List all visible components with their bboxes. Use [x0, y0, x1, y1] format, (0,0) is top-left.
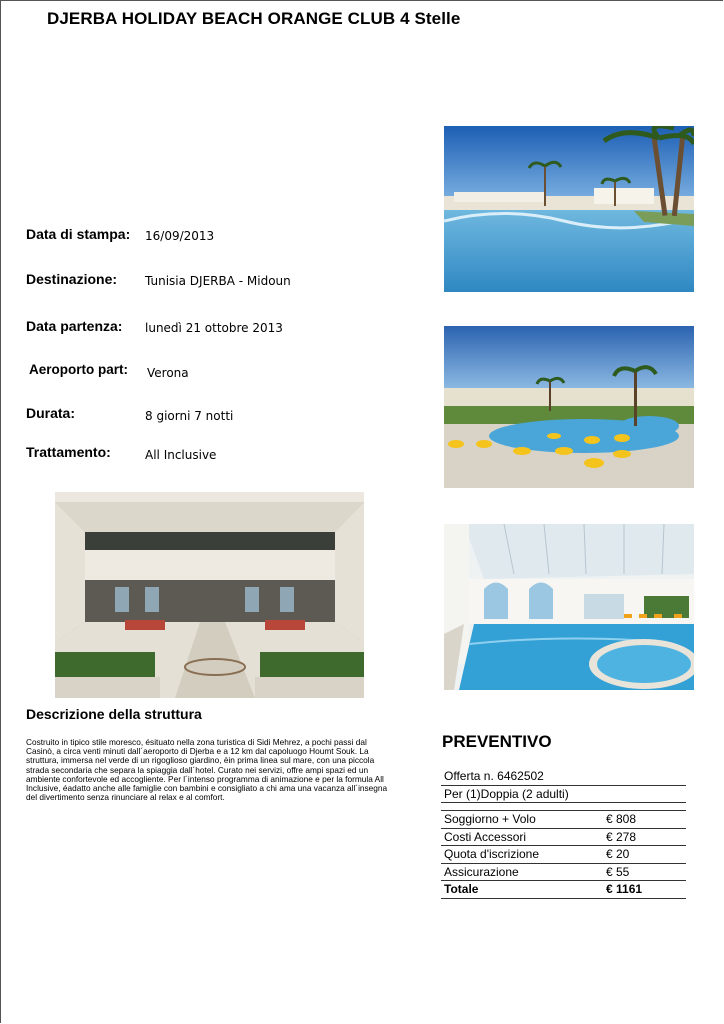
destination-value: Tunisia DJERBA - Midoun: [145, 274, 291, 288]
board-value: All Inclusive: [145, 448, 217, 462]
duration-value: 8 giorni 7 notti: [145, 409, 234, 423]
quote-row: [441, 864, 686, 882]
quote-total-label: Totale: [444, 882, 479, 896]
quote-row: [441, 846, 686, 864]
departure-airport-value: Verona: [147, 366, 189, 380]
quote-item-label: Assicurazione: [444, 864, 519, 879]
board-label: Trattamento:: [26, 444, 111, 460]
page-title: DJERBA HOLIDAY BEACH ORANGE CLUB 4 Stelle: [47, 9, 461, 28]
hotel-lobby-photo: [55, 492, 364, 698]
quote-item-amount: € 278: [606, 829, 637, 844]
quote-divider: [441, 803, 686, 811]
offer-number: Offerta n. 6462502: [441, 768, 686, 786]
quote-item-label: Costi Accessori: [444, 829, 527, 844]
description-text: Costruito in tipico stile moresco, ésituato nella zona turistica di Sidi Mehrez, a pochi passi dal Casinò, a circa venti minuti dall´aeroporto di Djerba e a 12 km dal capoluogo Houmt Souk. La struttura, immersa nel verde di un rigoglioso giardino, èin prima linea sul mare, con una piccola strada secondaria che separa la spiaggia dall´hotel. Curato nei servizi, offre ampi spazi ed un ambiente confortevole ed accogliente. Per l´intenso programma di animazione e per la formula All Inclusive, éadatto anche alle famiglie con bambini e consigliato a chi ama una vacanza all´insegna del divertimento senza rinunciare al relax e al comfort.: [26, 737, 388, 803]
quote-item-amount: € 808: [606, 812, 637, 826]
duration-label: Durata:: [26, 405, 76, 421]
pool-palms-photo: [444, 126, 694, 292]
departure-date-value: lunedì 21 ottobre 2013: [145, 321, 283, 335]
departure-airport-label: Aeroporto part:: [29, 362, 128, 377]
pool-umbrellas-photo: [444, 326, 694, 488]
departure-date-label: Data partenza:: [26, 318, 123, 334]
destination-label: Destinazione:: [26, 271, 118, 287]
quote-total-row: [441, 881, 686, 899]
indoor-pool-photo: [444, 524, 694, 690]
quote-row: [441, 829, 686, 847]
quote-total-amount: € 1161: [606, 882, 643, 896]
quote-item-label: Soggiorno + Volo: [444, 812, 536, 826]
quote-table: [441, 768, 686, 899]
quote-title: PREVENTIVO: [442, 732, 552, 751]
quote-row: [441, 811, 686, 829]
print-date-label: Data di stampa:: [26, 226, 131, 242]
quote-item-amount: € 20: [606, 847, 630, 861]
quote-item-amount: € 55: [606, 864, 630, 879]
description-title: Descrizione della struttura: [26, 706, 202, 722]
quote-item-label: Quota d'iscrizione: [444, 847, 540, 861]
print-date-value: 16/09/2013: [145, 229, 215, 243]
room-description: Per (1)Doppia (2 adulti): [441, 786, 686, 804]
